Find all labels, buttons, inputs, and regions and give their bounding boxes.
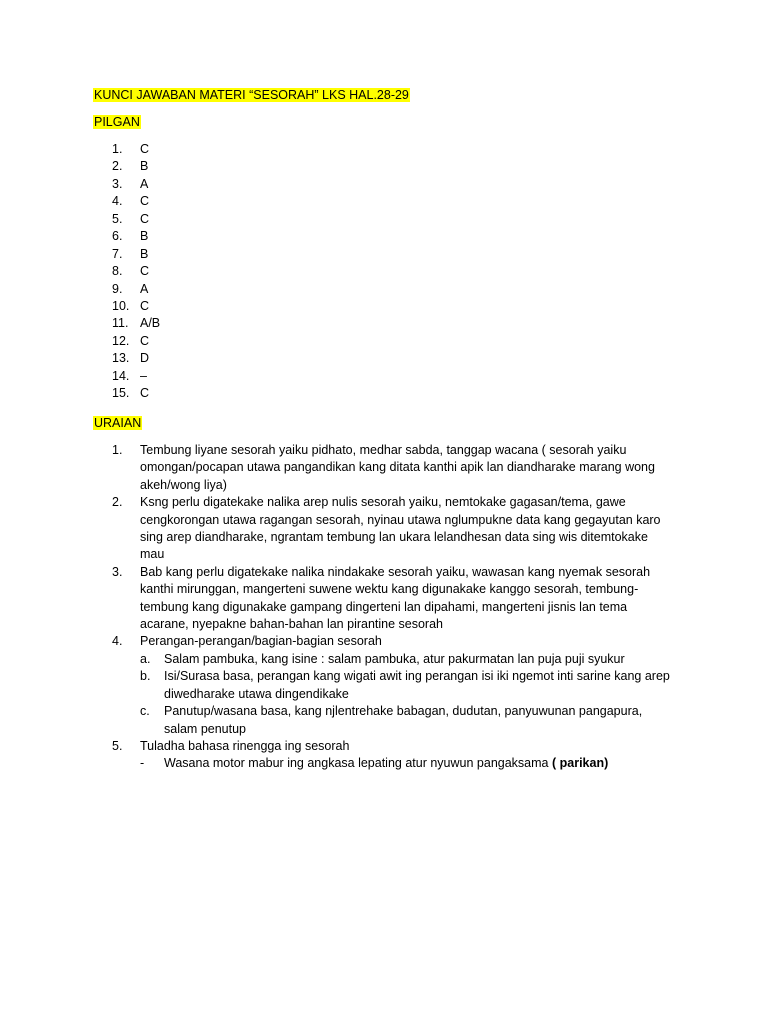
item-answer: B (140, 229, 149, 244)
item-answer: B (140, 246, 149, 261)
item-text: Ksng perlu digatekake nalika arep nulis sesorah yaiku, nemtokake gagasan/tema, gawe cengkorongan utawa ragangan sesorah, nyinau utawa nglumpukne data kang gegayutan karo sing arep diandharake, ngrantam tembung lan ukara lelandhesan data sing wis ditemtokake mau (140, 495, 661, 562)
item-text: Perangan-perangan/bagian-bagian sesorah (140, 634, 382, 649)
document-title (93, 87, 410, 104)
item-answer: C (140, 194, 150, 209)
list-item (112, 442, 672, 494)
list-item (112, 333, 672, 350)
item-text: Bab kang perlu digatekake nalika nindakake sesorah yaiku, wawasan kang nyemak sesorah kanthi mirunggan, mangerteni suwene wektu kang digunakake kanggo sesorah, tembung-tembung kang digunakake gampang dingerteni lan dipahami, mangerteni jisnis lan tema acarane, nyepakne bahan-bahan lan pirantine sesorah (140, 564, 651, 632)
list-item (112, 141, 672, 158)
item-answer: C (140, 142, 150, 156)
item-answer: A (140, 176, 149, 191)
sub-list-item (140, 703, 672, 738)
item-number: 14. (112, 368, 130, 383)
list-item (112, 211, 672, 228)
sub-item-text: Isi/Surasa basa, perangan kang wigati awit ing perangan isi iki ngemot inti sarine kang arep diwedharake utawa dingendikake (164, 669, 670, 701)
item-number: 1. (112, 443, 123, 457)
title-highlight: KUNCI JAWABAN MATERI “SESORAH” LKS HAL.28-29 (94, 88, 409, 102)
dash-marker: - (140, 756, 145, 771)
sub-item-text: Wasana motor mabur ing angkasa lepating atur nyuwun pangaksama (164, 756, 549, 771)
list-item (112, 228, 672, 245)
item-number: 2. (112, 159, 123, 174)
list-item (112, 350, 672, 367)
item-text: Tuladha bahasa rinengga ing sesorah (140, 738, 350, 753)
list-item (112, 315, 672, 332)
item-number: 5. (112, 211, 123, 226)
list-item (112, 633, 672, 737)
sub-item-marker: c. (140, 704, 150, 719)
item-number: 7. (112, 246, 123, 261)
item-answer: C (140, 386, 150, 401)
list-item (112, 176, 672, 193)
list-item (112, 246, 672, 263)
item-number: 8. (112, 264, 123, 279)
item-text: Tembung liyane sesorah yaiku pidhato, medhar sabda, tanggap wacana ( sesorah yaiku omongan/pocapan utawa pangandikan kang ditata kanthi apik lan diandharake marang wong akeh/wong liya) (140, 443, 655, 492)
uraian-answer-list (112, 442, 672, 773)
sub-item-marker: b. (140, 669, 151, 684)
uraian-heading (93, 415, 142, 432)
item-number: 4. (112, 194, 123, 209)
sub-list (140, 755, 672, 772)
list-item (112, 564, 672, 634)
item-number: 13. (112, 351, 130, 366)
item-answer: D (140, 351, 150, 366)
sub-item-text: Salam pambuka, kang isine : salam pambuka, atur pakurmatan lan puja puji syukur (164, 651, 625, 666)
sub-item-bold-text: ( parikan) (551, 756, 609, 771)
sub-list (140, 651, 672, 738)
item-number: 3. (112, 564, 123, 579)
sub-list-item (140, 755, 672, 772)
pilgan-answer-list (112, 141, 672, 403)
item-answer: B (140, 159, 149, 174)
pilgan-heading (93, 114, 141, 131)
item-answer: A (140, 281, 149, 296)
item-answer: – (140, 368, 147, 383)
uraian-heading-text: URAIAN (94, 416, 142, 430)
sub-list-item (140, 651, 672, 668)
sub-list-item (140, 668, 672, 703)
item-number: 15. (112, 386, 130, 401)
list-item (112, 738, 672, 773)
sub-item-marker: a. (140, 651, 151, 666)
item-number: 6. (112, 229, 123, 244)
item-number: 9. (112, 281, 123, 296)
item-number: 4. (112, 634, 123, 649)
item-answer: A/B (140, 316, 161, 331)
list-item (112, 368, 672, 385)
item-answer: C (140, 298, 150, 313)
list-item (112, 385, 672, 402)
item-answer: C (140, 211, 150, 226)
item-number: 2. (112, 495, 123, 510)
list-item (112, 494, 672, 564)
list-item (112, 158, 672, 175)
item-answer: C (140, 264, 150, 279)
list-item (112, 298, 672, 315)
item-number: 5. (112, 738, 123, 753)
item-number: 1. (112, 142, 123, 156)
sub-item-text: Panutup/wasana basa, kang njlentrehake babagan, dudutan, panyuwunan pangapura, salam penutup (164, 704, 643, 736)
pilgan-heading-text: PILGAN (94, 115, 140, 129)
item-number: 11. (112, 316, 129, 331)
item-number: 12. (112, 333, 130, 348)
list-item (112, 281, 672, 298)
list-item (112, 193, 672, 210)
item-number: 3. (112, 176, 123, 191)
item-answer: C (140, 333, 150, 348)
item-number: 10. (112, 298, 130, 313)
list-item (112, 263, 672, 280)
